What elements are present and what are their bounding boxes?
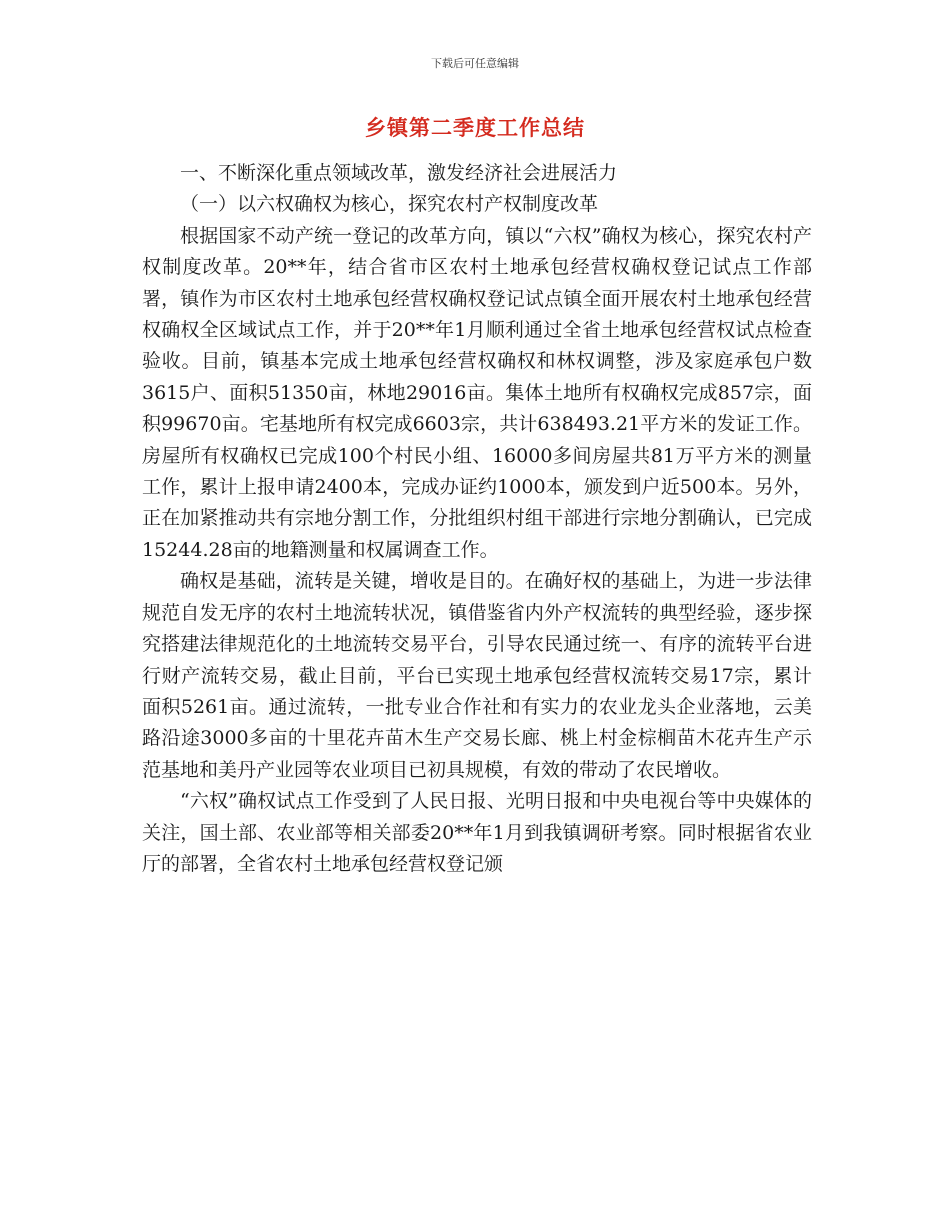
subsection-heading: （一）以六权确权为核心，探究农村产权制度改革 [180, 193, 599, 216]
body-paragraph-1: 根据国家不动产统一登记的改革方向，镇以“六权”确权为核心，探究农村产权制度改革。20**年，结合省市区农村土地承包经营权确权登记试点工作部署，镇作为市区农村土地承包经营权确权登记试点镇全面开展农村土地承包经营权确权全区域试点工作，并于20**年1月顺利通过全省土地承包经营权试点检查验收。目前，镇基本完成土地承包经营权确权和林权调整，涉及家庭承包户数3615户、面积51350亩，林地29016亩。集体土地所有权确权完成857宗，面积99670亩。宅基地所有权完成6603宗，共计638493.21平方米的发证工作。房屋所有权确权已完成100个村民小组、16000多间房屋共81万平方米的测量工作，累计上报申请2400本，完成办证约1000本，颁发到户近500本。另外，正在加紧推动共有宗地分割工作，分批组织村组干部进行宗地分割确认，已完成15244.28亩的地籍测量和权属调查工作。 [142, 224, 812, 561]
body-paragraph-2: 确权是基础，流转是关键，增收是目的。在确好权的基础上，为进一步法律规范自发无序的农村土地流转状况，镇借鉴省内外产权流转的典型经验，逐步探究搭建法律规范化的土地流转交易平台，引导农民通过统一、有序的流转平台进行财产流转交易，截止目前，平台已实现土地承包经营权流转交易17宗，累计面积5261亩。通过流转，一批专业合作社和有实力的农业龙头企业落地，云美路沿途3000多亩的十里花卉苗木生产交易长廊、桃上村金棕榈苗木花卉生产示范基地和美丹产业园等农业项目已初具规模，有效的带动了农民增收。 [142, 570, 812, 781]
document-title: 乡镇第二季度工作总结 [365, 116, 585, 140]
body-paragraph-3: “六权”确权试点工作受到了人民日报、光明日报和中央电视台等中央媒体的关注，国土部、农业部等相关部委20**年1月到我镇调研考察。同时根据省农业厅的部署，全省农村土地承包经营权登记颁 [142, 790, 812, 875]
document-body [142, 158, 812, 880]
header-note: 下载后可任意编辑 [431, 57, 519, 70]
section-heading: 一、不断深化重点领域改革，激发经济社会进展活力 [180, 162, 618, 184]
